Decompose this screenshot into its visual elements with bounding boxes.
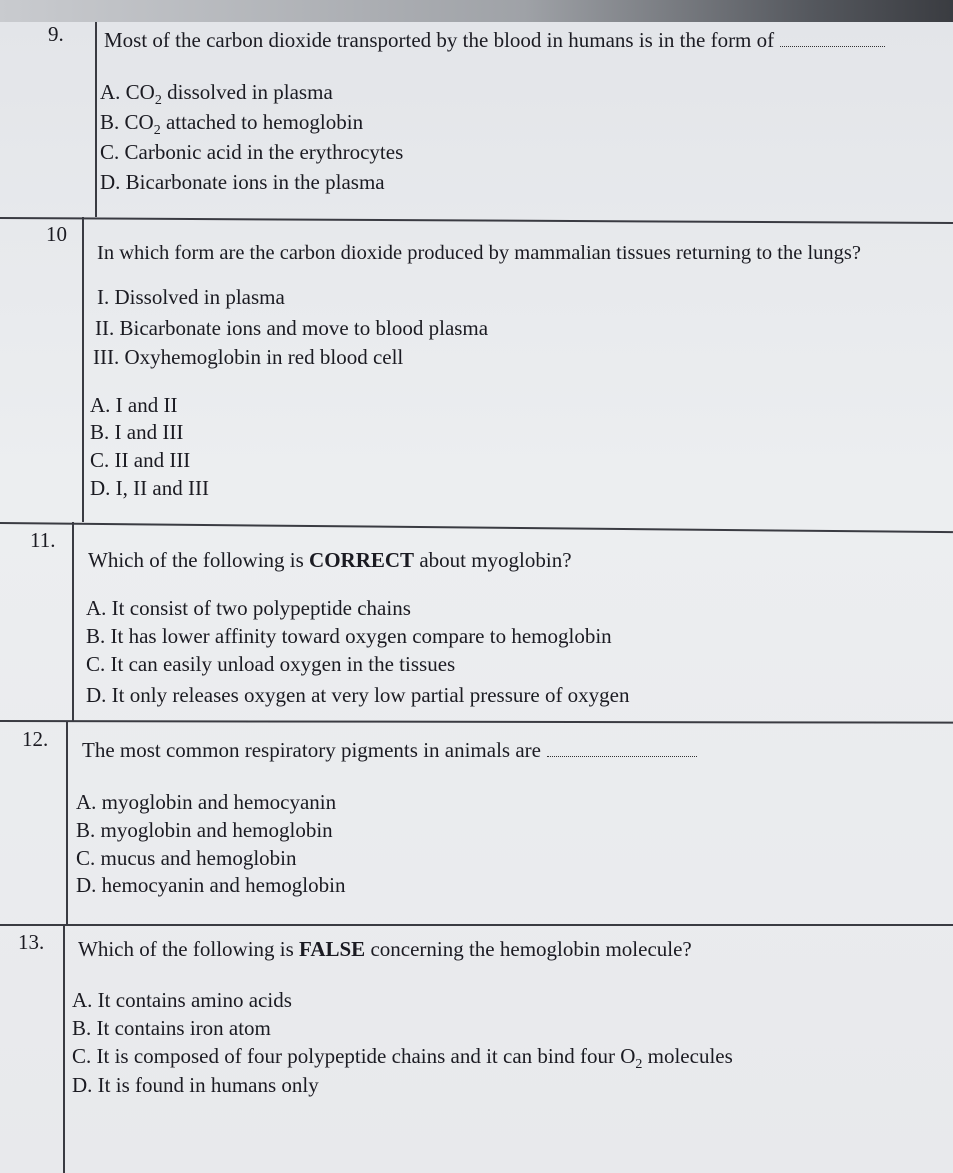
column-divider xyxy=(66,722,68,924)
statement-numeral: I. xyxy=(97,285,110,309)
option-text: dissolved in plasma xyxy=(161,80,333,104)
question-number: 12. xyxy=(22,727,49,751)
option-d[interactable] xyxy=(90,476,209,501)
subscript: 2 xyxy=(635,1057,643,1073)
statement-3 xyxy=(93,345,403,370)
option-a[interactable] xyxy=(90,393,177,418)
option-c[interactable] xyxy=(76,846,297,871)
statement-text: Dissolved in plasma xyxy=(114,285,285,309)
question-stem xyxy=(88,548,572,573)
statement-numeral: II. xyxy=(95,316,115,340)
question-stem xyxy=(78,937,692,962)
column-divider xyxy=(72,522,74,722)
option-letter: D. xyxy=(76,873,97,897)
option-text: molecules xyxy=(642,1044,733,1068)
option-letter: B. xyxy=(72,1016,92,1040)
statement-1 xyxy=(97,285,285,310)
option-letter: B. xyxy=(86,624,106,648)
option-letter: B. xyxy=(90,420,110,444)
column-divider xyxy=(95,22,97,217)
option-text: It contains iron atom xyxy=(96,1016,271,1040)
question-number: 11. xyxy=(30,528,56,552)
question-stem: In which form are the carbon dioxide produced by mammalian tissues returning to the lungs? xyxy=(97,242,861,264)
question-number: 9. xyxy=(48,22,64,46)
option-b[interactable] xyxy=(72,1016,271,1041)
stem-emphasis: FALSE xyxy=(299,937,366,961)
option-letter: C. xyxy=(86,652,106,676)
option-c[interactable] xyxy=(72,1044,733,1073)
option-a[interactable] xyxy=(100,80,333,109)
option-text: It contains amino acids xyxy=(97,988,292,1012)
column-divider xyxy=(82,217,84,522)
option-d[interactable] xyxy=(72,1073,319,1098)
option-text: I and II xyxy=(115,393,178,417)
option-text: It can easily unload oxygen in the tissues xyxy=(110,652,456,676)
question-stem xyxy=(82,738,697,763)
option-text: II and III xyxy=(114,448,191,472)
option-text: It is composed of four polypeptide chains and it can bind four O xyxy=(96,1044,636,1068)
option-c[interactable] xyxy=(90,448,190,473)
stem-text: concerning the hemoglobin molecule? xyxy=(365,937,692,961)
question-stem xyxy=(104,28,885,53)
option-a[interactable] xyxy=(72,988,292,1013)
option-d[interactable] xyxy=(100,170,385,195)
option-text: CO xyxy=(124,110,154,134)
option-letter: C. xyxy=(90,448,110,472)
statement-text: Oxyhemoglobin in red blood cell xyxy=(124,345,404,369)
column-divider xyxy=(63,924,65,1173)
option-text: myoglobin and hemoglobin xyxy=(100,818,333,842)
stem-text: about myoglobin? xyxy=(414,548,572,572)
stem-text: Which of the following is xyxy=(88,548,310,572)
option-text: I and III xyxy=(114,420,184,444)
option-letter: A. xyxy=(76,790,97,814)
option-letter: C. xyxy=(100,140,120,164)
option-text: CO xyxy=(125,80,155,104)
option-letter: B. xyxy=(76,818,96,842)
subscript: 2 xyxy=(154,93,162,109)
option-letter: D. xyxy=(72,1073,93,1097)
option-text: It only releases oxygen at very low partial pressure of oxygen xyxy=(111,683,630,707)
option-text: attached to hemoglobin xyxy=(160,110,364,134)
option-text: It has lower affinity toward oxygen compare to hemoglobin xyxy=(110,624,612,648)
option-letter: B. xyxy=(100,110,120,134)
option-text: I, II and III xyxy=(115,476,209,500)
option-d[interactable] xyxy=(86,683,630,708)
statement-2 xyxy=(95,316,488,341)
option-letter: D. xyxy=(100,170,121,194)
option-c[interactable] xyxy=(100,140,403,165)
answer-blank[interactable] xyxy=(780,45,885,47)
option-letter: A. xyxy=(90,393,111,417)
option-d[interactable] xyxy=(76,873,345,898)
stem-emphasis: CORRECT xyxy=(309,548,415,572)
option-letter: D. xyxy=(90,476,111,500)
stem-text: The most common respiratory pigments in animals are xyxy=(82,738,541,762)
option-b[interactable] xyxy=(90,420,183,445)
row-divider xyxy=(0,924,953,926)
option-letter: A. xyxy=(100,80,121,104)
statement-numeral: III. xyxy=(93,345,120,369)
option-a[interactable] xyxy=(76,790,336,815)
option-text: myoglobin and hemocyanin xyxy=(101,790,337,814)
option-text: It is found in humans only xyxy=(97,1073,319,1097)
option-a[interactable] xyxy=(86,596,411,621)
option-b[interactable] xyxy=(86,624,612,649)
option-text: hemocyanin and hemoglobin xyxy=(101,873,346,897)
answer-blank[interactable] xyxy=(547,755,697,757)
subscript: 2 xyxy=(153,123,161,139)
option-text: mucus and hemoglobin xyxy=(100,846,297,870)
option-text: It consist of two polypeptide chains xyxy=(111,596,411,620)
option-text: Bicarbonate ions in the plasma xyxy=(125,170,385,194)
option-letter: C. xyxy=(72,1044,92,1068)
option-c[interactable] xyxy=(86,652,455,677)
option-letter: C. xyxy=(76,846,96,870)
option-letter: D. xyxy=(86,683,107,707)
stem-text: Which of the following is xyxy=(78,937,300,961)
option-letter: A. xyxy=(72,988,93,1012)
option-letter: A. xyxy=(86,596,107,620)
option-b[interactable] xyxy=(100,110,363,139)
question-number: 10 xyxy=(46,222,67,246)
statement-text: Bicarbonate ions and move to blood plasma xyxy=(119,316,489,340)
stem-text: Most of the carbon dioxide transported by the blood in humans is in the form of xyxy=(104,28,775,52)
option-b[interactable] xyxy=(76,818,333,843)
option-text: Carbonic acid in the erythrocytes xyxy=(124,140,404,164)
question-number: 13. xyxy=(18,930,45,954)
